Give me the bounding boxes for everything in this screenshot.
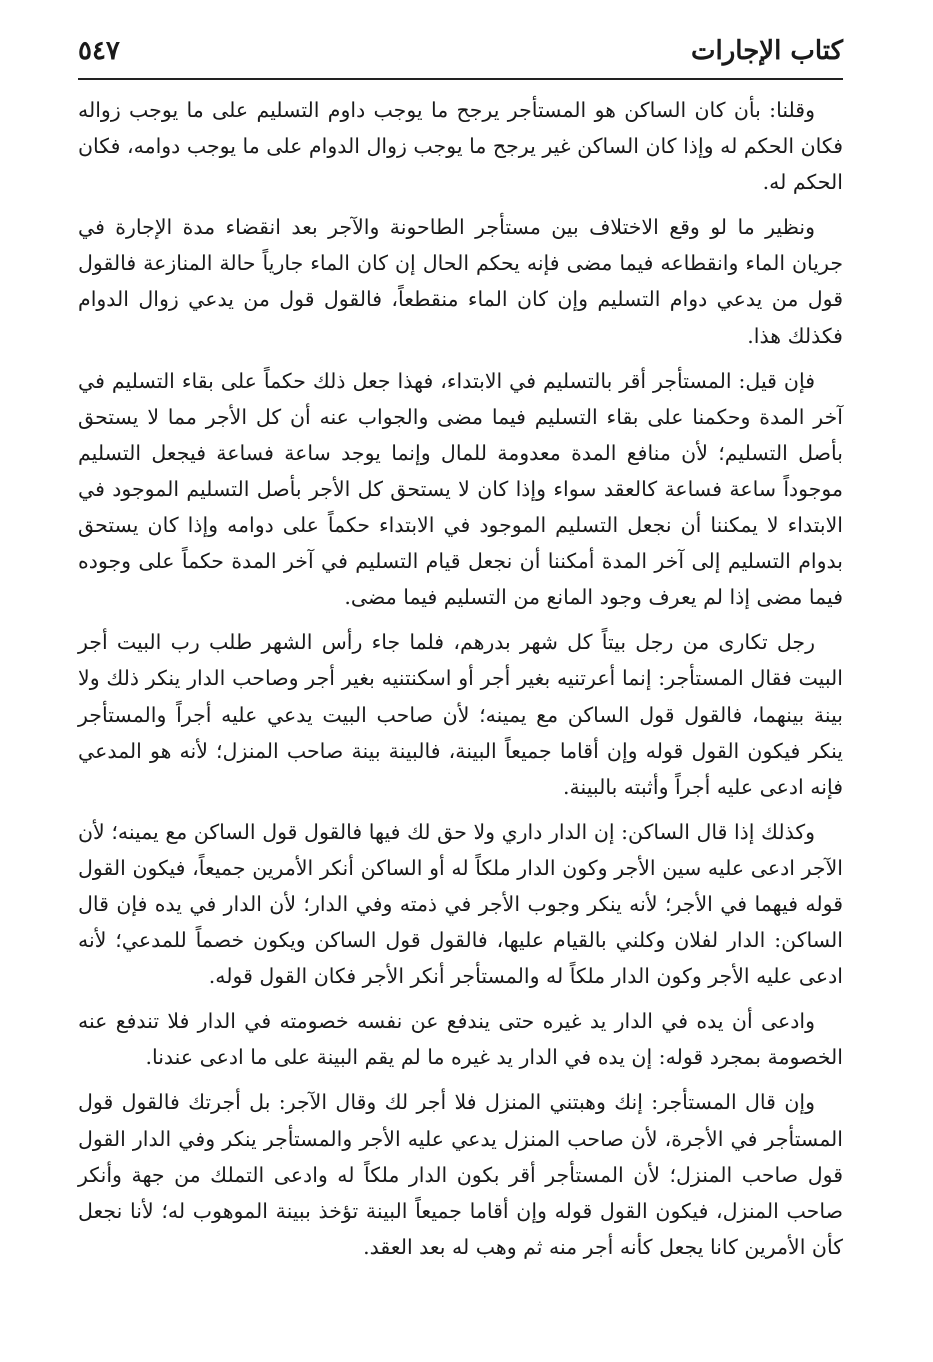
paragraph: وادعى أن يده في الدار يد غيره حتى يندفع عن نفسه خصومته في الدار فلا تندفع عنه الخصومة بمجرد قوله: إن يده في الدار يد غيره ما لم يقم البينة على ما ادعى عندنا.: [78, 1009, 843, 1070]
paragraph: فإن قيل: المستأجر أقر بالتسليم في الابتداء، فهذا جعل ذلك حكماً على بقاء التسليم في آخر المدة وحكمنا على بقاء التسليم فيما مضى والجواب عنه أن كل الأجر مما لا يستحق بأصل التسليم؛ لأن منافع المدة معدومة للمال وإنما يوجد ساعة فساعة فيجعل التسليم موجوداً ساعة فساعة كالعقد سواء وإذا كان لا يستحق كل الأجر بأصل التسليم الموجود في الابتداء لا يمكننا أن نجعل التسليم الموجود في الابتداء حكماً على دوامه وإذا كان يستحق بدوام التسليم إلى آخر المدة أمكننا أن نجعل قيام التسليم في آخر المدة حكماً على وجوده فيما مضى إذا لم يعرف وجود المانع من التسليم فيما مضى.: [78, 368, 843, 610]
header-divider: [78, 78, 843, 80]
body-text: [78, 92, 843, 1265]
page-number: ٥٤٧: [78, 36, 120, 66]
paragraph: وكذلك إذا قال الساكن: إن الدار داري ولا حق لك فيها فالقول قول الساكن مع يمينه؛ لأن الآجر ادعى عليه سين الأجر وكون الدار ملكاً له أو الساكن أنكر الأمرين جميعاً، فيكون القول قوله فيهما في الأجر؛ لأنه ينكر وجوب الأجر في ذمته وفي الدار؛ لأن الدار في يده فإن قال الساكن: الدار لفلان وكلني بالقيام عليها، فالقول قول الساكن ويكون خصماً للمدعي؛ لأنه ادعى عليه الأجر وكون الدار ملكاً له والمستأجر أنكر الأجر فكان القول قوله.: [78, 819, 843, 989]
page-header: [78, 28, 843, 72]
paragraph: رجل تكارى من رجل بيتاً كل شهر بدرهم، فلما جاء رأس الشهر طلب رب البيت أجر البيت فقال المستأجر: إنما أعرتنيه بغير أجر أو اسكنتنيه بغير أجر وصاحب الدار ينكر ذلك ولا بينة بينهما، فالقول قول الساكن مع يمينه؛ لأن صاحب البيت يدعي عليه أجراً والمستأجر ينكر فيكون القول قوله وإن أقاما جميعاً البينة، فالبينة بينة صاحب المنزل؛ لأنه هو المدعي فإنه ادعى عليه أجراً وأثبته بالبينة.: [78, 630, 843, 799]
paragraph: وقلنا: بأن كان الساكن هو المستأجر يرجح ما يوجب داوم التسليم على ما يوجب زواله فكان الحكم له وإذا كان الساكن غير يرجح ما يوجب زوال الدوام على ما يوجب دوامه، فكان الحكم له.: [78, 98, 843, 195]
paragraph: ونظير ما لو وقع الاختلاف بين مستأجر الطاحونة والآجر بعد انقضاء مدة الإجارة في جريان الماء وانقطاعه فيما مضى فإنه يحكم الحال إن كان الماء جارياً حالة المنازعة فالقول قول من يدعي دوام التسليم وإن كان الماء منقطعاً، فالقول قول من يدعي زوال الدوام فكذلك هذا.: [78, 215, 843, 348]
running-title: كتاب الإجارات: [691, 36, 843, 66]
paragraph: وإن قال المستأجر: إنك وهبتني المنزل فلا أجر لك وقال الآجر: بل أجرتك فالقول قول المستأجر في الأجرة، لأن صاحب المنزل يدعي عليه الأجر والمستأجر ينكر وفي الدار القول قول صاحب المنزل؛ لأن المستأجر أقر بكون الدار ملكاً له وادعى التملك من جهة وأنكر صاحب المنزل، فيكون القول قوله وإن أقاما جميعاً البينة تؤخذ ببينة الموهوب له؛ لأنا نجعل كأن الأمرين كانا يجعل كأنه أجر منه ثم وهب له بعد العقد.: [78, 1090, 843, 1259]
